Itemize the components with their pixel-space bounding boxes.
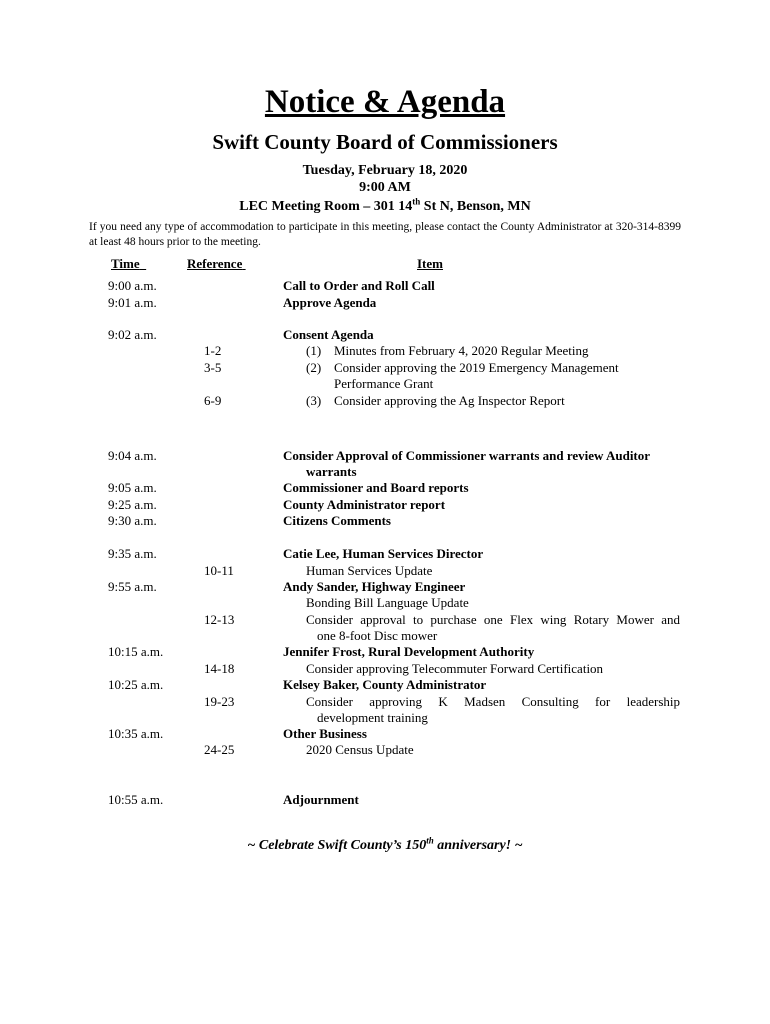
footer-text: ~ Celebrate Swift County’s 150: [247, 838, 427, 853]
agenda-item: Kelsey Baker, County Administrator: [283, 677, 487, 692]
page-title: Notice & Agenda: [264, 84, 506, 120]
consent-item-text: Performance Grant: [334, 376, 434, 391]
consent-item-text: Consider approving the Ag Inspector Report: [334, 393, 565, 408]
agenda-time: 10:25 a.m.: [108, 677, 164, 692]
board-name: Swift County Board of Commissioners: [212, 130, 558, 154]
agenda-item: Jennifer Frost, Rural Development Authority: [283, 644, 535, 659]
meeting-location: [0, 198, 770, 215]
agenda-time: 9:25 a.m.: [108, 497, 157, 512]
agenda-time: 10:35 a.m.: [108, 726, 164, 741]
location-sup: th: [412, 196, 421, 207]
agenda-reference: 19-23: [204, 694, 235, 709]
column-header-time: Time: [111, 256, 140, 271]
agenda-subitem: Consider approving Telecommuter Forward Certification: [306, 661, 604, 676]
agenda-subitem: Human Services Update: [306, 563, 433, 578]
consent-item-text: Minutes from February 4, 2020 Regular Meeting: [334, 343, 589, 358]
agenda-time: 9:01 a.m.: [108, 295, 157, 310]
agenda-reference: 6-9: [204, 393, 222, 408]
location-text-end: St N, Benson, MN: [420, 199, 531, 214]
footer-sup: th: [426, 835, 434, 846]
accommodation-notice: If you need any type of accommodation to participate in this meeting, please contact the County Administrator at 320-314-8399 at least 48 hours prior to the meeting.: [89, 221, 681, 248]
agenda-time: 10:15 a.m.: [108, 644, 164, 659]
agenda-item: Consider Approval of Commissioner warrants and review Auditor: [283, 448, 651, 463]
agenda-time: 9:55 a.m.: [108, 579, 157, 594]
agenda-item: Catie Lee, Human Services Director: [283, 546, 484, 561]
meeting-date: Tuesday, February 18, 2020: [302, 163, 468, 178]
agenda-reference: 14-18: [204, 661, 235, 676]
agenda-time: 9:30 a.m.: [108, 513, 157, 528]
agenda-subitem: Consider approval to purchase one Flex wing Rotary Mower and: [306, 612, 680, 627]
agenda-item: warrants: [306, 464, 357, 479]
consent-item-text: Consider approving the 2019 Emergency Management: [334, 360, 619, 375]
agenda-item: Other Business: [283, 726, 367, 741]
agenda-item: Commissioner and Board reports: [283, 480, 469, 495]
agenda-time: 10:55 a.m.: [108, 792, 164, 807]
meeting-time: 9:00 AM: [359, 180, 411, 195]
agenda-item: Citizens Comments: [283, 513, 391, 528]
agenda-time: 9:35 a.m.: [108, 546, 157, 561]
agenda-time: 9:00 a.m.: [108, 278, 157, 293]
column-header-reference: Reference: [187, 256, 243, 271]
agenda-reference: 1-2: [204, 343, 222, 358]
anniversary-footer: [0, 836, 770, 856]
agenda-item: Approve Agenda: [283, 295, 377, 310]
agenda-reference: 10-11: [204, 563, 234, 578]
agenda-subitem: Bonding Bill Language Update: [306, 595, 469, 610]
agenda-item: Call to Order and Roll Call: [283, 278, 435, 293]
agenda-subitem: Consider approving K Madsen Consulting for leadership: [306, 694, 680, 709]
agenda-reference: 12-13: [204, 612, 235, 627]
consent-item-number: (1): [306, 343, 322, 358]
agenda-time: 9:04 a.m.: [108, 448, 157, 463]
agenda-subitem: 2020 Census Update: [306, 742, 414, 757]
consent-item-number: (2): [306, 360, 322, 375]
location-text: LEC Meeting Room – 301 14: [239, 199, 413, 214]
agenda-item: Adjournment: [283, 792, 359, 807]
agenda-item: Andy Sander, Highway Engineer: [283, 579, 466, 594]
agenda-reference: 24-25: [204, 742, 235, 757]
consent-item-number: (3): [306, 393, 322, 408]
agenda-time: 9:02 a.m.: [108, 327, 157, 342]
agenda-item: Consent Agenda: [283, 327, 374, 342]
agenda-item: County Administrator report: [283, 497, 446, 512]
agenda-subitem: one 8-foot Disc mower: [317, 628, 438, 643]
agenda-subitem: development training: [317, 710, 428, 725]
footer-text-end: anniversary! ~: [433, 838, 523, 853]
agenda-time: 9:05 a.m.: [108, 480, 157, 495]
agenda-reference: 3-5: [204, 360, 222, 375]
column-header-item: Item: [417, 256, 443, 271]
